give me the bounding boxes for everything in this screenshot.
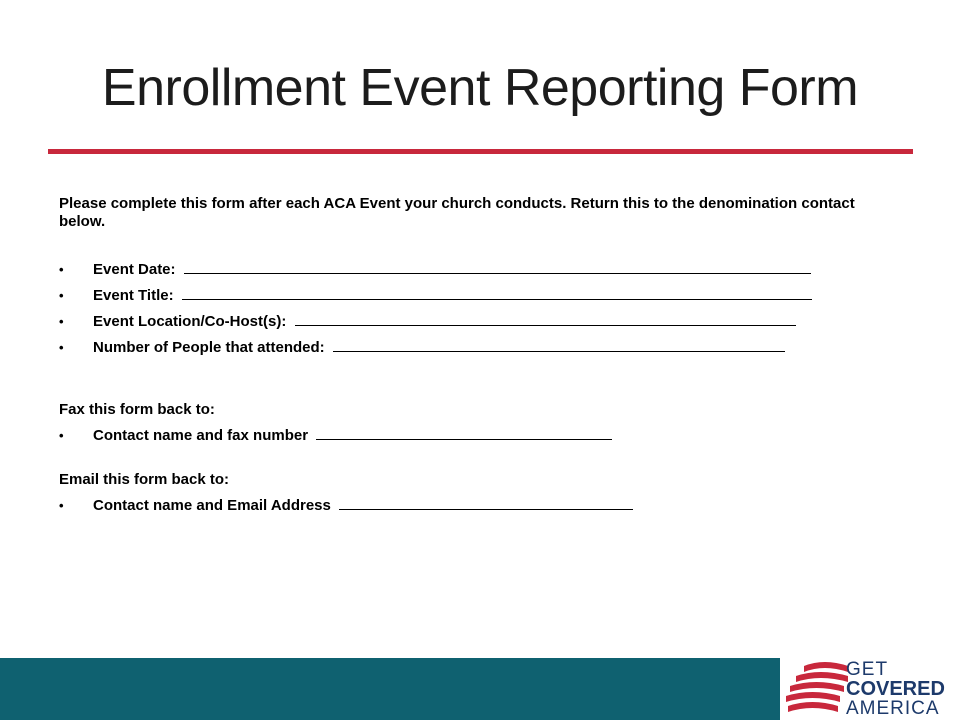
bullet-icon: •	[59, 262, 64, 277]
email-list	[59, 493, 859, 519]
title-divider	[48, 149, 913, 154]
event-date-blank[interactable]	[184, 258, 811, 274]
form-content	[59, 195, 859, 519]
logo-line-america: AMERICA	[846, 698, 940, 719]
logo-line-covered: COVERED	[846, 678, 945, 700]
event-location-blank[interactable]	[295, 310, 796, 326]
email-heading: Email this form back to:	[59, 471, 230, 488]
field-event-title	[59, 283, 859, 309]
event-title-blank[interactable]	[182, 284, 812, 300]
email-contact-item	[59, 493, 859, 519]
bullet-icon: •	[59, 428, 64, 443]
intro-text: Please complete this form after each ACA Event your church conducts. Return this to the denomination contact below.	[59, 195, 855, 230]
attendance-blank[interactable]	[333, 336, 785, 352]
bullet-icon: •	[59, 288, 64, 303]
fax-contact-blank[interactable]	[316, 424, 612, 440]
email-contact-label: Contact name and Email Address	[93, 497, 331, 514]
field-attendance	[59, 335, 859, 361]
fax-contact-item	[59, 423, 859, 449]
logo-line-get: GET	[846, 659, 889, 680]
bullet-icon: •	[59, 498, 64, 513]
field-label: Event Location/Co-Host(s):	[93, 313, 287, 330]
flag-stripes-icon	[786, 660, 848, 718]
field-label: Event Date:	[93, 261, 176, 278]
bullet-icon: •	[59, 340, 64, 355]
fax-heading: Fax this form back to:	[59, 401, 215, 418]
footer-bar	[0, 658, 780, 720]
fax-list	[59, 423, 859, 449]
page-title: Enrollment Event Reporting Form	[101, 59, 859, 117]
field-event-date	[59, 257, 859, 283]
fax-contact-label: Contact name and fax number	[93, 427, 309, 444]
event-fields-list	[59, 257, 859, 361]
bullet-icon: •	[59, 314, 64, 329]
email-contact-blank[interactable]	[339, 494, 633, 510]
field-label: Number of People that attended:	[93, 339, 325, 356]
get-covered-america-logo	[780, 658, 960, 720]
field-event-location	[59, 309, 859, 335]
field-label: Event Title:	[93, 287, 174, 304]
